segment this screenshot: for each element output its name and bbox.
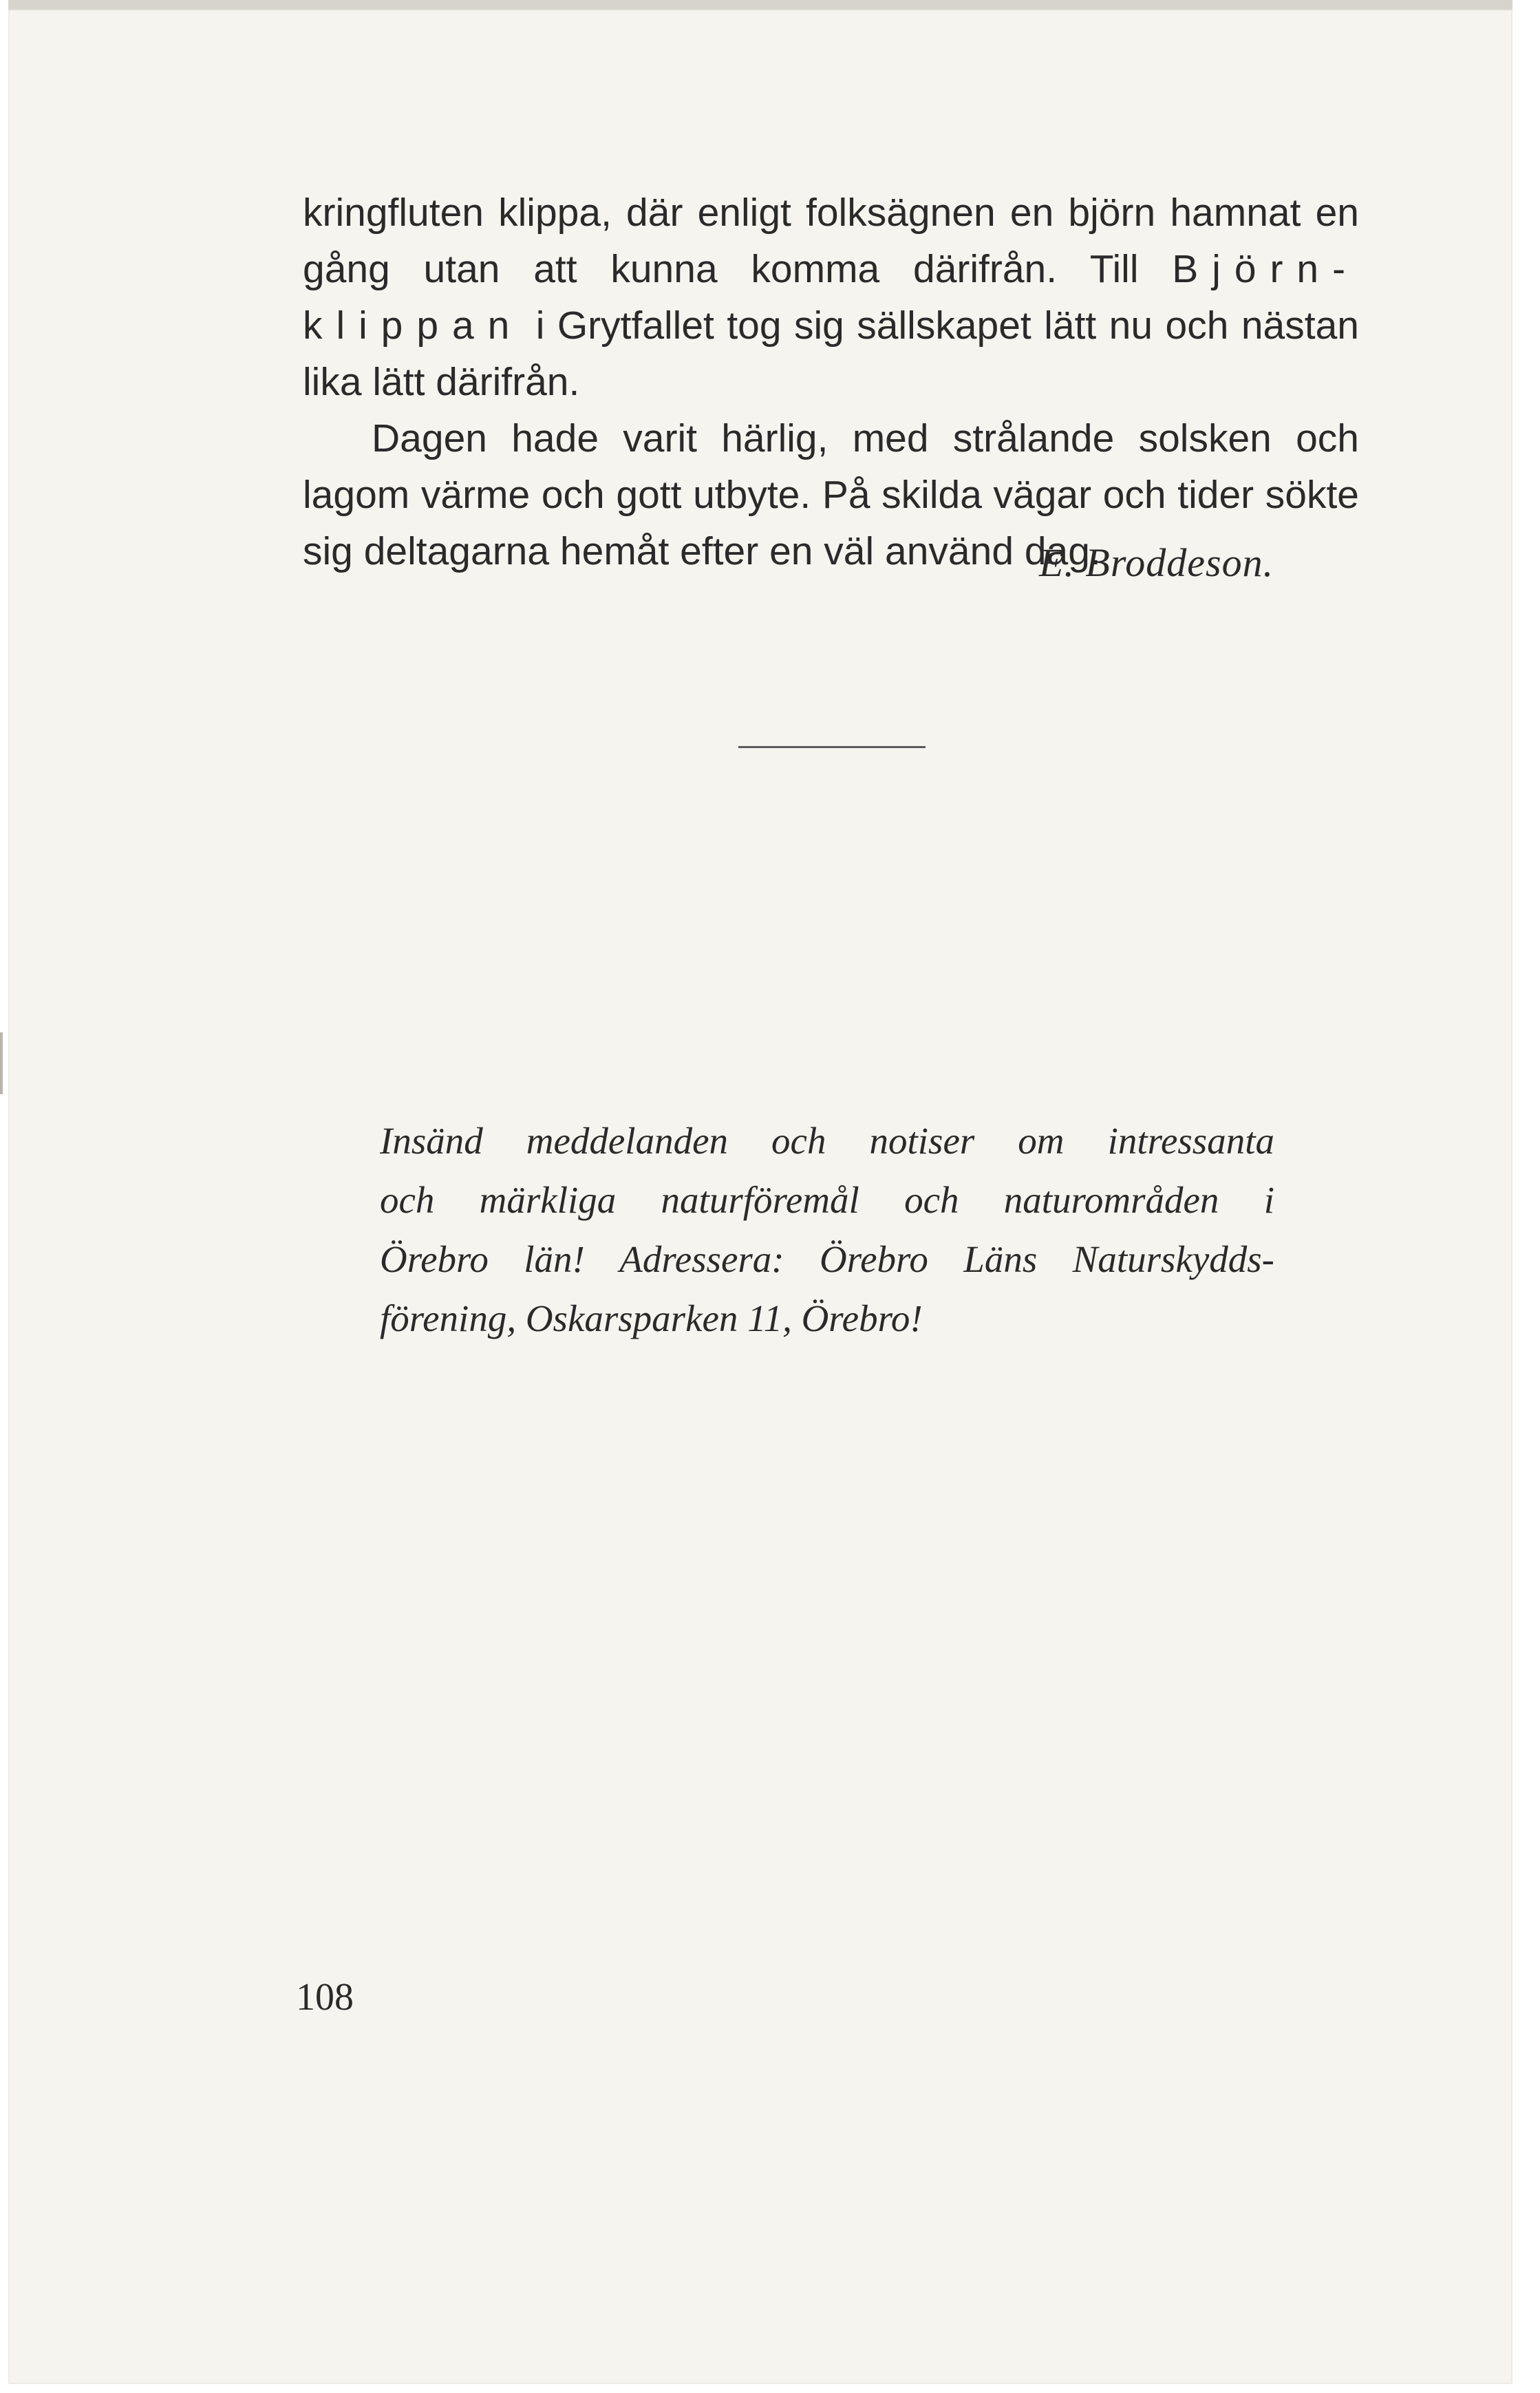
paragraph-text: i Grytfallet tog sig sällskapet lätt nu och nästan lika lätt därifrån.	[303, 304, 1359, 404]
notice-line: Insänd meddelanden och notiser om intressanta	[380, 1120, 1274, 1162]
author-signature: E. Broddeson.	[1039, 540, 1274, 585]
scan-edge-mark	[0, 1032, 3, 1094]
article-paragraph: Dagen hade varit härlig, med strålande solsken och lagom värme och gott utbyte. På skilda vägar och tider sökte sig deltagarna hemåt efter en väl använd dag.	[303, 416, 1359, 573]
paragraph-text: kringfluten klippa, där enligt folksägnen en björn hamnat en gång utan att kunna komma därifrån. Till	[303, 191, 1359, 291]
notice-line: förening, Oskarsparken 11, Örebro!	[380, 1297, 923, 1339]
section-divider	[738, 746, 926, 748]
scan-top-edge	[8, 0, 1512, 10]
spaced-place-name: Björn-klippan	[303, 247, 1359, 348]
article-body	[303, 184, 1359, 579]
page-number: 108	[296, 1976, 354, 2019]
notice-line: och märkliga naturföremål och naturområden i	[380, 1179, 1274, 1221]
article-paragraph	[303, 184, 1359, 410]
notice-line: Örebro län! Adressera: Örebro Läns Naturskydds-	[380, 1238, 1274, 1280]
notice-box	[380, 1112, 1274, 1348]
